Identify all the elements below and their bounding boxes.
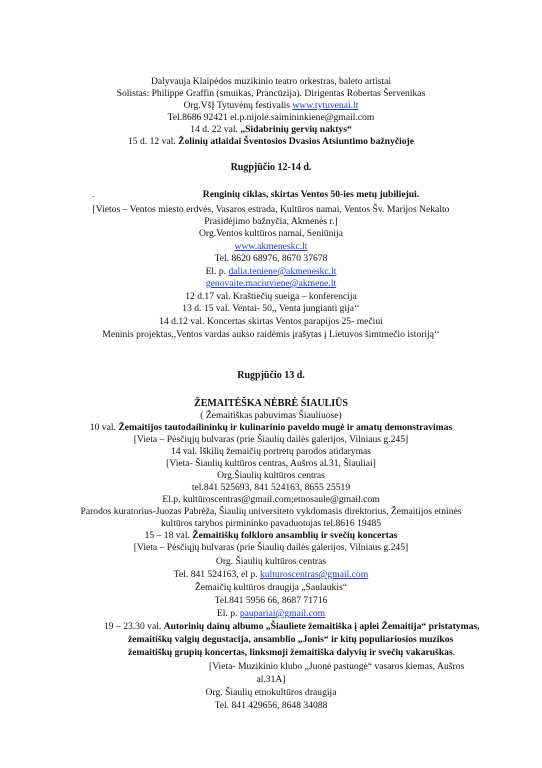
venue-line: [Vieta- Šiaulių kultūros centras, Aušros al.31, Šiauliai]: [166, 458, 376, 469]
event-title: „Sidabrinių gervių naktys“: [240, 124, 352, 135]
organizer-line: Org. Šiaulių etnokultūros draugija: [205, 687, 337, 698]
organizer-line: Org.Šiaulių kultūros centras: [217, 470, 325, 481]
event-time: 10 val.: [89, 422, 119, 433]
website-link[interactable]: www.akmeneskc.lt: [234, 241, 308, 252]
event-line: [104, 621, 534, 633]
venue-line: [Vieta – Pėsčiųjų bulvaras (prie Šiaulių dailės galerijos, Vilniaus g.245]: [133, 542, 409, 553]
event-line: 13 d. 15 val. Ventai- 50,, Venta jungianti gija‘‘: [182, 303, 360, 314]
event-title: Žemaitiškų folkloro ansamblių ir svečių koncertas: [192, 530, 398, 541]
event-line: [0, 124, 542, 136]
event-title-end: .: [452, 647, 456, 658]
phone-text: Tel. 841 524163, el p.: [173, 569, 260, 580]
section-title: Renginių ciklas, skirtas Ventos 50-ies metų jubiliejui.: [202, 189, 420, 200]
event-line: 14 d.12 val. Koncertas skirtas Ventos parapijos 25- mečiui: [159, 316, 383, 327]
email-link[interactable]: genovaite.maciuviene@akmene.lt: [205, 278, 337, 289]
soloist-line: Solistas: Philippe Graffin (smuikas, Prancūzija). Dirigentas Robertas Šervenikas: [116, 88, 426, 99]
email-line: [0, 608, 542, 620]
event-title: Autorinių dainų albumo „Šiauliete žemaitiška į aplei Žemaitija“ pristatymas,: [163, 621, 480, 632]
phone-line: Tel. 8620 68976, 8670 37678: [214, 253, 328, 264]
contact-line: Tel.8686 92421 el.p.nijole.saimininkiene@gmail.com: [167, 112, 375, 123]
event-time: 15 d. 12 val.: [128, 136, 179, 147]
section-subtitle: ( Žemaitiškas pabuvimas Šiauliuose): [200, 410, 342, 421]
organizer-text: Org.VšĮ Tytuvėnų festivalis: [183, 100, 293, 111]
email-line: [0, 278, 542, 290]
section-title: ŽEMAITĖŠKA NĖBRĖ ŠIAULIŪS: [194, 398, 348, 409]
event-title-line: [128, 647, 538, 659]
orchestra-line: Dalyvauja Klaipėdos muzikinio teatro orkestras, baleto artistai: [150, 76, 392, 87]
website-link-line: [0, 241, 542, 253]
curator-line: Parodos kuratorius-Juozas Pabrėža, Šiaulių universiteto vykdomasis direktorius, Žemaitijos etninės: [80, 506, 462, 517]
venue-line: [Vieta – Pėsčiųjų bulvaras (prie Šiaulių dailės galerijos, Vilniaus g.245]: [133, 434, 409, 445]
event-time: 14 d. 22 val.: [190, 124, 241, 135]
venue-line: [Vietos – Ventos miesto erdvės, Vasaros estrada, Kultūros namai, Ventos Šv. Marijos Nekalto: [92, 204, 450, 215]
event-title: Žolinių atlaidai Šventosios Dvasios Atsiuntimo bažnyčioje: [178, 136, 414, 147]
festival-link[interactable]: www.tytuvenai.lt: [292, 100, 359, 111]
phone-line: tel.841 525693, 841 524163, 8655 25519: [191, 482, 351, 493]
email-prefix: El. p.: [205, 266, 229, 277]
phone-line: Tel. 841 429656, 8648 34088: [214, 700, 328, 711]
event-time: 19 – 23.30 val.: [104, 621, 164, 632]
event-line: 14 val. Iškilių žemaičių portretų parodos atidarymas: [170, 446, 372, 457]
organizer-line: [0, 100, 542, 112]
organizer-line: Org. Šiaulių kultūros centras: [215, 556, 327, 567]
event-time: 15 – 18 val.: [144, 530, 193, 541]
event-line: [0, 530, 542, 542]
event-title-line: žemaitiškų valgių degustacija, ansamblio „Jonis“ ir kitų populiariosios muzikos: [128, 634, 454, 645]
event-line: [0, 422, 542, 434]
curator-line: kultūros tarybos pirmininko pavaduotojas tel.8616 19485: [160, 518, 382, 529]
organizer-line: Žemaičių kultūros draugija „Saulaukis“: [194, 582, 348, 593]
event-line: Meninis projektas,,Ventos vardas aukso raidėmis įrašytas į Lietuvos šimtmečio istoriją‘‘: [102, 329, 440, 340]
bullet: .: [92, 189, 95, 200]
contact-line: [0, 569, 542, 581]
email-line: El.p. kultūroscentras@gmail.com;etnosaule@gmail.com: [162, 494, 380, 505]
email-link[interactable]: paupariai@gmail.com: [239, 608, 326, 619]
email-link[interactable]: dalia.teniene@akmeneskc.lt: [228, 266, 337, 277]
event-line: [0, 136, 542, 148]
section-date: Rugpjūčio 12-14 d.: [230, 162, 312, 173]
event-title: Žemaitijos tautodailininkų ir kulinarinio paveldo mugė ir amatų demonstravimas: [118, 422, 453, 433]
event-line: 12 d.17 val. Kraštiečių sueiga – konferencija: [185, 291, 357, 302]
section-date: Rugpjūčio 13 d.: [237, 370, 305, 381]
venue-line: [Vieta- Muzikinio klubo „Juonė pastuogė“ vasaros kiemas, Aušros: [209, 661, 465, 672]
email-prefix: El. p.: [216, 608, 240, 619]
venue-line: Prasidėjimo bažnyčia, Akmenės r.]: [204, 216, 338, 227]
event-title: žemaitiškų grupių koncertas, linksmoji žemaitiška dalyvių ir svečių vakaruškas: [128, 647, 453, 658]
venue-line: al.31A]: [256, 674, 286, 685]
organizer-line: Org.Ventos kultūros namai, Seniūnija: [199, 228, 343, 239]
email-line: [0, 266, 542, 278]
email-link[interactable]: kulturoscentras@gmail.com: [259, 569, 369, 580]
phone-line: Tel.841 5956 66, 8687 71716: [214, 595, 328, 606]
